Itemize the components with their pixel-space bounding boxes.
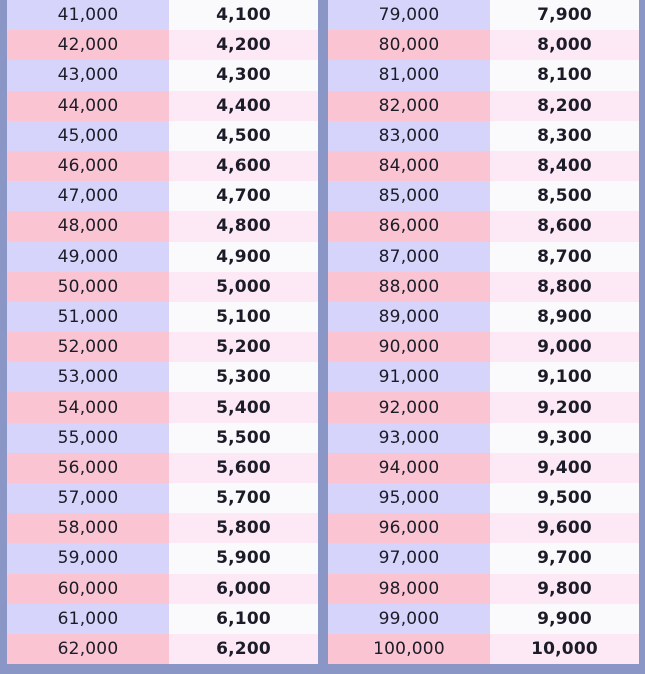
amount-cell: 83,000 bbox=[328, 121, 490, 151]
table-row bbox=[7, 181, 318, 211]
table-row bbox=[328, 332, 639, 362]
table-row bbox=[328, 0, 639, 30]
value-cell: 7,900 bbox=[490, 0, 639, 30]
value-cell: 8,400 bbox=[490, 151, 639, 181]
amount-cell: 59,000 bbox=[7, 543, 169, 573]
amount-cell: 42,000 bbox=[7, 30, 169, 60]
amount-cell: 92,000 bbox=[328, 392, 490, 422]
value-cell: 4,900 bbox=[169, 242, 318, 272]
table-row bbox=[328, 151, 639, 181]
amount-cell: 79,000 bbox=[328, 0, 490, 30]
table-row bbox=[7, 574, 318, 604]
amount-cell: 89,000 bbox=[328, 302, 490, 332]
amount-cell: 44,000 bbox=[7, 91, 169, 121]
table-row bbox=[328, 634, 639, 664]
table-row bbox=[7, 151, 318, 181]
amount-cell: 52,000 bbox=[7, 332, 169, 362]
value-cell: 9,600 bbox=[490, 513, 639, 543]
table-row bbox=[328, 453, 639, 483]
value-cell: 8,000 bbox=[490, 30, 639, 60]
value-cell: 4,200 bbox=[169, 30, 318, 60]
table-row bbox=[328, 423, 639, 453]
amount-cell: 43,000 bbox=[7, 60, 169, 90]
amount-cell: 47,000 bbox=[7, 181, 169, 211]
amount-cell: 49,000 bbox=[7, 242, 169, 272]
amount-cell: 55,000 bbox=[7, 423, 169, 453]
table-row bbox=[7, 0, 318, 30]
table-row bbox=[7, 30, 318, 60]
amount-cell: 87,000 bbox=[328, 242, 490, 272]
value-cell: 4,600 bbox=[169, 151, 318, 181]
value-cell: 8,900 bbox=[490, 302, 639, 332]
value-cell: 8,500 bbox=[490, 181, 639, 211]
table-row bbox=[328, 60, 639, 90]
table-row bbox=[7, 513, 318, 543]
value-cell: 9,700 bbox=[490, 543, 639, 573]
value-cell: 9,500 bbox=[490, 483, 639, 513]
table-row bbox=[7, 392, 318, 422]
value-cell: 9,100 bbox=[490, 362, 639, 392]
table-row bbox=[328, 483, 639, 513]
value-cell: 10,000 bbox=[490, 634, 639, 664]
amount-cell: 60,000 bbox=[7, 574, 169, 604]
bottom-border bbox=[0, 665, 645, 674]
amount-cell: 94,000 bbox=[328, 453, 490, 483]
table-row bbox=[7, 242, 318, 272]
value-cell: 5,200 bbox=[169, 332, 318, 362]
table-row bbox=[328, 543, 639, 573]
value-cell: 9,300 bbox=[490, 423, 639, 453]
amount-cell: 98,000 bbox=[328, 574, 490, 604]
value-cell: 8,800 bbox=[490, 272, 639, 302]
table-row bbox=[7, 483, 318, 513]
value-cell: 6,100 bbox=[169, 604, 318, 634]
value-cell: 5,300 bbox=[169, 362, 318, 392]
table-row bbox=[328, 30, 639, 60]
table-row bbox=[7, 91, 318, 121]
amount-cell: 57,000 bbox=[7, 483, 169, 513]
value-cell: 9,400 bbox=[490, 453, 639, 483]
amount-cell: 80,000 bbox=[328, 30, 490, 60]
table-row bbox=[7, 60, 318, 90]
amount-cell: 90,000 bbox=[328, 332, 490, 362]
value-cell: 6,200 bbox=[169, 634, 318, 664]
value-cell: 6,000 bbox=[169, 574, 318, 604]
value-cell: 8,300 bbox=[490, 121, 639, 151]
value-cell: 8,600 bbox=[490, 211, 639, 241]
amount-cell: 96,000 bbox=[328, 513, 490, 543]
conversion-table-left bbox=[7, 0, 318, 665]
amount-cell: 61,000 bbox=[7, 604, 169, 634]
amount-cell: 62,000 bbox=[7, 634, 169, 664]
amount-cell: 48,000 bbox=[7, 211, 169, 241]
table-row bbox=[328, 604, 639, 634]
value-cell: 8,700 bbox=[490, 242, 639, 272]
table-row bbox=[7, 543, 318, 573]
table-row bbox=[328, 242, 639, 272]
table-row bbox=[328, 392, 639, 422]
value-cell: 9,900 bbox=[490, 604, 639, 634]
amount-cell: 53,000 bbox=[7, 362, 169, 392]
table-row bbox=[7, 332, 318, 362]
table-row bbox=[328, 181, 639, 211]
table-row bbox=[7, 634, 318, 664]
amount-cell: 56,000 bbox=[7, 453, 169, 483]
table-row bbox=[7, 211, 318, 241]
amount-cell: 99,000 bbox=[328, 604, 490, 634]
table-row bbox=[7, 302, 318, 332]
value-cell: 9,800 bbox=[490, 574, 639, 604]
value-cell: 4,300 bbox=[169, 60, 318, 90]
table-row bbox=[328, 121, 639, 151]
value-cell: 5,900 bbox=[169, 543, 318, 573]
amount-cell: 88,000 bbox=[328, 272, 490, 302]
amount-cell: 54,000 bbox=[7, 392, 169, 422]
table-row bbox=[328, 362, 639, 392]
value-cell: 4,100 bbox=[169, 0, 318, 30]
value-cell: 4,800 bbox=[169, 211, 318, 241]
value-cell: 5,000 bbox=[169, 272, 318, 302]
value-cell: 8,200 bbox=[490, 91, 639, 121]
amount-cell: 82,000 bbox=[328, 91, 490, 121]
amount-cell: 95,000 bbox=[328, 483, 490, 513]
value-cell: 5,500 bbox=[169, 423, 318, 453]
amount-cell: 58,000 bbox=[7, 513, 169, 543]
table-row bbox=[7, 423, 318, 453]
table-row bbox=[328, 302, 639, 332]
value-cell: 8,100 bbox=[490, 60, 639, 90]
value-cell: 5,700 bbox=[169, 483, 318, 513]
amount-cell: 91,000 bbox=[328, 362, 490, 392]
table-row bbox=[328, 574, 639, 604]
amount-cell: 50,000 bbox=[7, 272, 169, 302]
value-cell: 5,400 bbox=[169, 392, 318, 422]
amount-cell: 45,000 bbox=[7, 121, 169, 151]
value-cell: 4,400 bbox=[169, 91, 318, 121]
value-cell: 5,100 bbox=[169, 302, 318, 332]
amount-cell: 51,000 bbox=[7, 302, 169, 332]
amount-cell: 86,000 bbox=[328, 211, 490, 241]
table-row bbox=[7, 121, 318, 151]
amount-cell: 93,000 bbox=[328, 423, 490, 453]
table-row bbox=[328, 272, 639, 302]
table-row bbox=[7, 453, 318, 483]
table-row bbox=[328, 211, 639, 241]
table-row bbox=[7, 272, 318, 302]
value-cell: 5,800 bbox=[169, 513, 318, 543]
conversion-table-right bbox=[328, 0, 639, 665]
table-row bbox=[7, 604, 318, 634]
amount-cell: 97,000 bbox=[328, 543, 490, 573]
table-row bbox=[328, 513, 639, 543]
amount-cell: 84,000 bbox=[328, 151, 490, 181]
amount-cell: 85,000 bbox=[328, 181, 490, 211]
value-cell: 9,200 bbox=[490, 392, 639, 422]
amount-cell: 46,000 bbox=[7, 151, 169, 181]
value-cell: 5,600 bbox=[169, 453, 318, 483]
amount-cell: 41,000 bbox=[7, 0, 169, 30]
value-cell: 9,000 bbox=[490, 332, 639, 362]
table-row bbox=[7, 362, 318, 392]
value-cell: 4,500 bbox=[169, 121, 318, 151]
amount-cell: 81,000 bbox=[328, 60, 490, 90]
table-row bbox=[328, 91, 639, 121]
value-cell: 4,700 bbox=[169, 181, 318, 211]
amount-cell: 100,000 bbox=[328, 634, 490, 664]
